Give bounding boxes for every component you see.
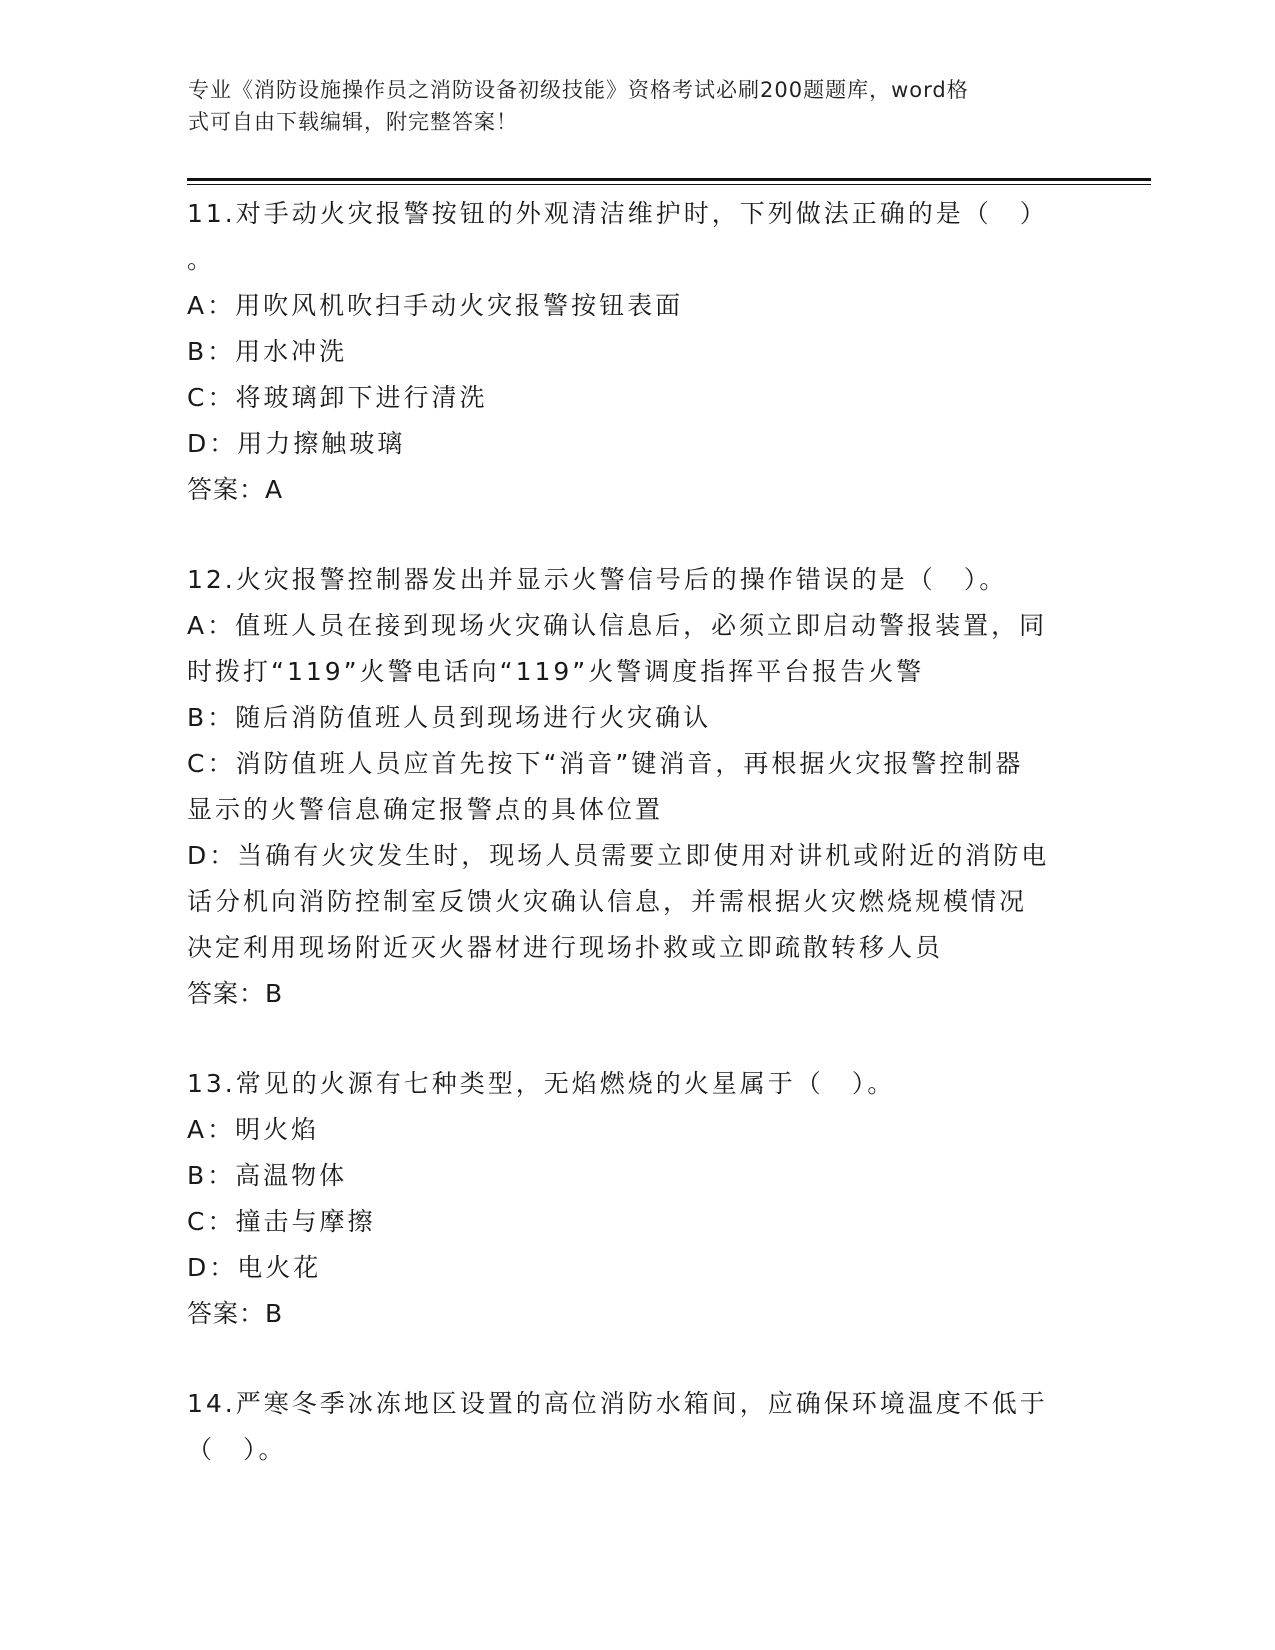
- question-14: [187, 1381, 1087, 1473]
- question-12: [187, 557, 1087, 1017]
- spacer: [187, 1017, 1087, 1061]
- question-stem: 11.对手动火灾报警按钮的外观清洁维护时，下列做法正确的是（ ）: [187, 199, 1048, 228]
- option-d: D：当确有火灾发生时，现场人员需要立即使用对讲机或附近的消防电: [187, 841, 1050, 870]
- header-divider-thick: [187, 178, 1151, 181]
- question-list: [187, 187, 1087, 1473]
- option-a-continuation: 时拨打“119”火警电话向“119”火警调度指挥平台报告火警: [187, 657, 925, 686]
- option-d: D：用力擦触玻璃: [187, 429, 406, 458]
- answer-value: B: [265, 979, 284, 1008]
- option-d-continuation-1: 话分机向消防控制室反馈火灾确认信息，并需根据火灾燃烧规模情况: [187, 887, 1028, 916]
- option-a: A：明火焰: [187, 1115, 320, 1144]
- answer-line: [187, 1291, 1087, 1337]
- option-d: D：电火花: [187, 1253, 322, 1282]
- header-divider-thin: [187, 184, 1151, 185]
- option-b: B：随后消防值班人员到现场进行火灾确认: [187, 703, 712, 732]
- option-a: A：值班人员在接到现场火灾确认信息后，必须立即启动警报装置，同: [187, 611, 1048, 640]
- answer-label: 答案：: [187, 979, 266, 1008]
- option-c: C：消防值班人员应首先按下“消音”键消音，再根据火灾报警控制器: [187, 749, 1024, 778]
- option-c-continuation: 显示的火警信息确定报警点的具体位置: [187, 795, 664, 824]
- option-d-continuation-2: 决定利用现场附近灭火器材进行现场扑救或立即疏散转移人员: [187, 933, 944, 962]
- question-13: [187, 1061, 1087, 1337]
- spacer: [187, 513, 1087, 557]
- document-header: [188, 74, 1068, 138]
- question-stem: 13.常见的火源有七种类型，无焰燃烧的火星属于（ ）。: [187, 1069, 896, 1098]
- answer-label: 答案：: [187, 1299, 266, 1328]
- question-11: [187, 191, 1087, 513]
- answer-label: 答案：: [187, 475, 266, 504]
- answer-value: A: [265, 475, 284, 504]
- option-a: A：用吹风机吹扫手动火灾报警按钮表面: [187, 291, 684, 320]
- answer-line: [187, 467, 1087, 513]
- answer-line: [187, 971, 1087, 1017]
- question-stem-continuation: （ ）。: [187, 1435, 287, 1464]
- header-line-2: 式可自由下载编辑，附完整答案！: [188, 110, 518, 134]
- question-stem: 14.严寒冬季冰冻地区设置的高位消防水箱间，应确保环境温度不低于: [187, 1389, 1048, 1418]
- option-c: C：撞击与摩擦: [187, 1207, 376, 1236]
- option-b: B：用水冲洗: [187, 337, 348, 366]
- question-stem: 12.火灾报警控制器发出并显示火警信号后的操作错误的是（ ）。: [187, 565, 1008, 594]
- header-line-1: 专业《消防设施操作员之消防设备初级技能》资格考试必刷200题题库，word格: [188, 78, 969, 102]
- option-b: B：高温物体: [187, 1161, 348, 1190]
- spacer: [187, 1337, 1087, 1381]
- answer-value: B: [265, 1299, 284, 1328]
- question-stem-continuation: 。: [187, 245, 216, 274]
- option-c: C：将玻璃卸下进行清洗: [187, 383, 488, 412]
